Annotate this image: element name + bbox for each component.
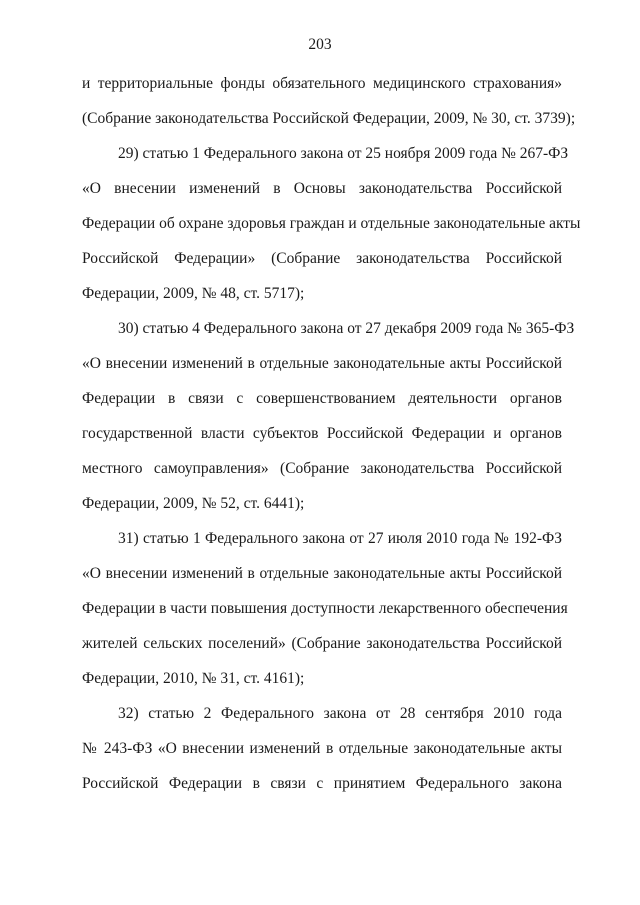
text-line: «О внесении изменений в отдельные законодательные акты Российской	[82, 355, 562, 372]
text-line: (Собрание законодательства Российской Федерации, 2009, № 30, ст. 3739);	[82, 110, 576, 127]
text-line: Федерации, 2009, № 52, ст. 6441);	[82, 495, 305, 512]
paragraph	[82, 521, 568, 696]
text-line: Федерации в части повышения доступности лекарственного обеспечения	[82, 600, 568, 617]
text-line: Российской Федерации» (Собрание законодательства Российской	[82, 250, 562, 267]
text-line: жителей сельских поселений» (Собрание законодательства Российской	[82, 635, 562, 652]
paragraph	[82, 311, 575, 521]
text-line: Российской Федерации в связи с принятием Федерального закона	[82, 775, 562, 792]
text-line: 29) статью 1 Федерального закона от 25 ноября 2009 года № 267-ФЗ	[118, 145, 569, 162]
text-line: и территориальные фонды обязательного медицинского страхования»	[82, 75, 562, 92]
text-line: государственной власти субъектов Российской Федерации и органов	[82, 425, 562, 442]
page-number: 203	[308, 36, 332, 53]
text-line: 32) статью 2 Федерального закона от 28 сентября 2010 года	[118, 705, 562, 722]
text-line: 30) статью 4 Федерального закона от 27 декабря 2009 года № 365-ФЗ	[118, 320, 575, 337]
text-line: Федерации об охране здоровья граждан и отдельные законодательные акты	[82, 215, 581, 232]
text-line: местного самоуправления» (Собрание законодательства Российской	[82, 460, 562, 477]
paragraph	[82, 696, 562, 801]
text-line: Федерации, 2010, № 31, ст. 4161);	[82, 670, 305, 687]
text-line: Федерации, 2009, № 48, ст. 5717);	[82, 285, 305, 302]
paragraph	[82, 136, 581, 311]
paragraph	[82, 66, 576, 136]
text-line: Федерации в связи с совершенствованием деятельности органов	[82, 390, 562, 407]
text-line: «О внесении изменений в Основы законодательства Российской	[82, 180, 562, 197]
text-line: «О внесении изменений в отдельные законодательные акты Российской	[82, 565, 562, 582]
text-line: 31) статью 1 Федерального закона от 27 июля 2010 года № 192-ФЗ	[118, 530, 562, 547]
text-line: № 243-ФЗ «О внесении изменений в отдельные законодательные акты	[82, 740, 562, 757]
document-body	[82, 66, 581, 801]
